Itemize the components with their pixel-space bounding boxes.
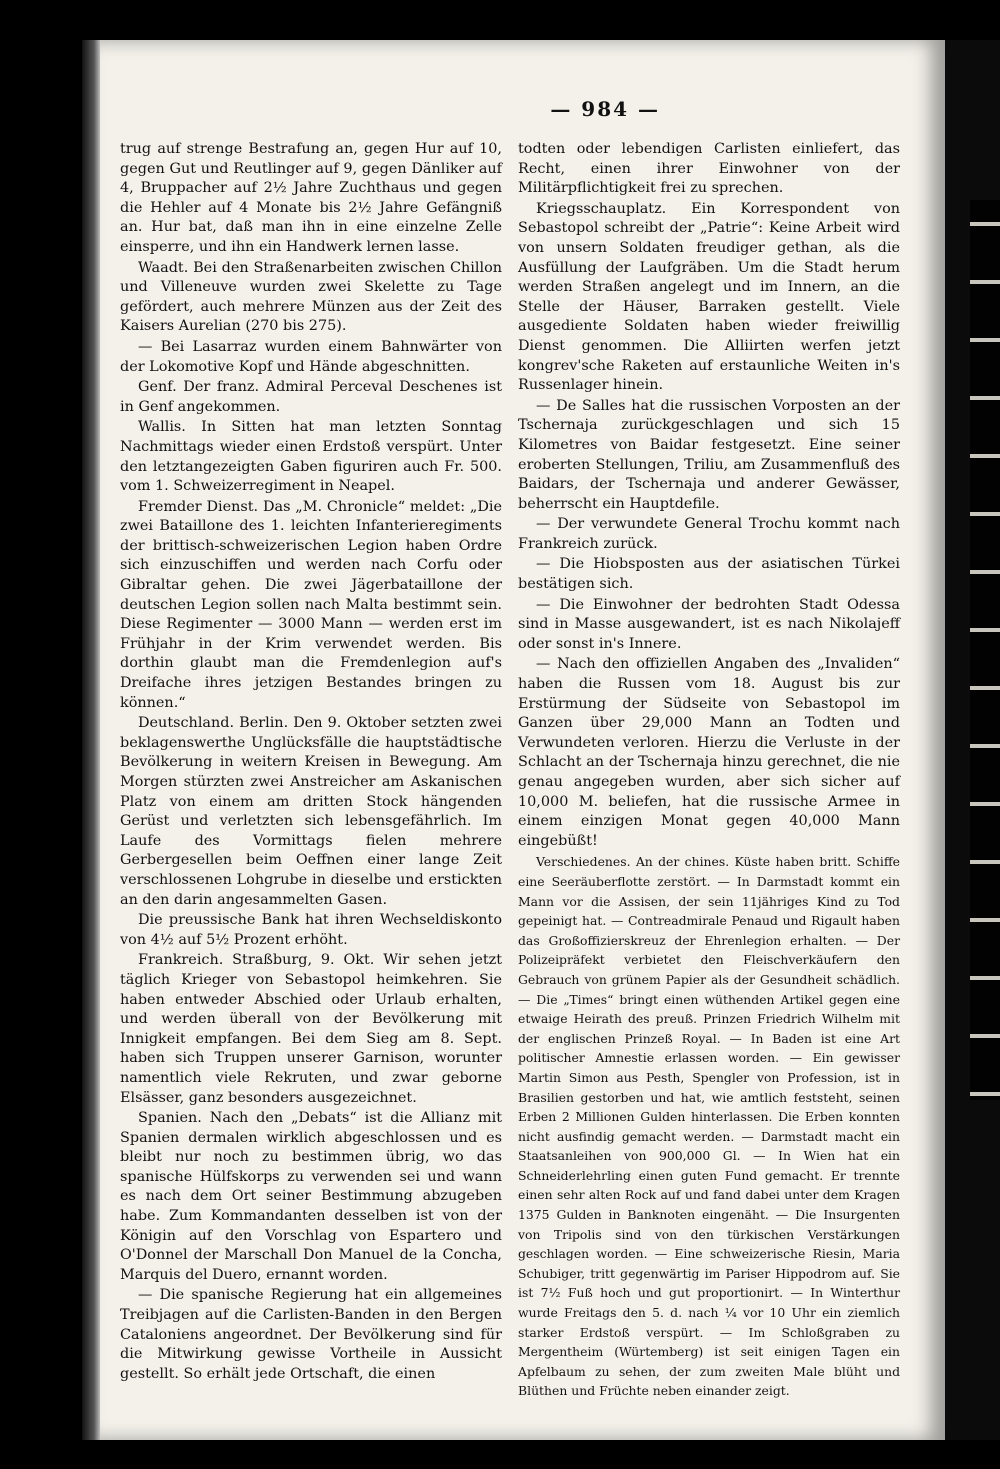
right-column [518, 140, 900, 1402]
newspaper-page [100, 40, 945, 1440]
paragraph: Deutschland. Berlin. Den 9. Oktober setzten zwei beklagenswerthe Unglücksfälle die hauptstädtische Bevölkerung in weitern Kreisen in Bewegung. Am Morgen stürzten zwei Anstreicher am Askanischen Platz von einem am dritten Stock hängenden Gerüst und verletzten sich lebensgefährlich. Im Laufe des Vormittags fielen mehrere Gerbergesellen beim Oeffnen einer lange Zeit verschlossenen Lohgrube in dieselbe und erstickten an den darin angesammelten Gasen. [120, 715, 502, 908]
paragraph: — Bei Lasarraz wurden einem Bahnwärter von der Lokomotive Kopf und Hände abgeschnitten. [120, 338, 502, 375]
miscellaneous-news: Verschiedenes. An der chines. Küste haben britt. Schiffe eine Seeräuberflotte zerstört. — In Darmstadt kommt ein Mann vor die Assisen, der sein 11jähriges Kind zu Tod gepeinigt hat. — Contreadmirale Penaud und Rigault haben das Großoffizierskreuz der Ehrenlegion erhalten. — Der Polizeipräfekt verbietet den Fleischverkäufern den Gebrauch von grünem Papier als der Gesundheit schädlich. — Die „Times“ bringt einen wüthenden Artikel gegen eine etwaige Heirath des preuß. Prinzen Friedrich Wilhelm mit der englischen Prinzeß Royal. — In Baden ist eine Art politischer Amnestie erlassen worden. — Ein gewisser Martin Simon aus Pesth, Spengler von Profession, ist in Brasilien gestorben und hat, wie amtlich feststeht, seinen Erben 2 Millionen Gulden hinterlassen. Die Erben konnten nicht ausfindig gemacht werden. — Darmstadt macht ein Staatsanleihen von 900,000 Gl. — In Wien hat ein Schneiderlehrling einen guten Fund gemacht. Er trennte einen sehr alten Rock auf und fand dabei unter dem Kragen 1375 Gulden in Banknoten eingenäht. — Die Insurgenten von Tripolis sind von den türkischen Verstärkungen geschlagen worden. — Eine schweizerische Riesin, Maria Schubiger, tritt gegenwärtig im Pariser Hippodrom auf. Sie ist 7½ Fuß hoch und gut proportionirt. — In Winterthur wurde Freitags den 5. d. nach ¼ vor 10 Uhr ein ziemlich starker Erdstoß verspürt. — Im Schloßgraben zu Mergentheim (Würtemberg) ist seit einigen Tagen ein Apfelbaum zu sehen, der zum zweiten Male blüht und Blüthen und Früchte neben einander zeigt. [518, 854, 900, 1399]
paragraph: — De Salles hat die russischen Vorposten an der Tschernaja zurückgeschlagen und sich 15 Kilometres von Baidar festgesetzt. Eine seiner eroberten Stellungen, Triliu, am Zusammenfluß des Baidars, der Tschernaja und anderer Gewässer, beherrscht ein Hauptdefile. [518, 397, 900, 512]
paragraph: — Die Einwohner der bedrohten Stadt Odessa sind in Masse ausgewandert, ist es nach Nikolajeff oder sonst in's Innere. [518, 596, 900, 652]
paragraph: — Nach den offiziellen Angaben des „Invaliden“ haben die Russen vom 18. August bis zur Erstürmung der Südseite von Sebastopol im Ganzen über 29,000 Mann an Todten und Verwundeten verloren. Hierzu die Verluste in der Schlacht an der Tschernaja hinzu gerechnet, die nie genau angegeben wurden, aber sich sicher auf 10,000 M. beliefen, hat die russische Armee in einem einzigen Monat gegen 40,000 Mann eingebüßt! [518, 656, 900, 849]
paragraph: Spanien. Nach den „Debats“ ist die Allianz mit Spanien dermalen wirklich abgeschlossen und es bleibt nur noch zu bestimmen übrig, wo das spanische Hülfskorps zu verwenden sei und wann es nach dem Ort seiner Bestimmung abzugeben habe. Zum Kommandanten desselben ist von der Königin auf den Vorschlag von Espartero und O'Donnel der Marschall Don Manuel de la Concha, Marquis del Duero, ernannt worden. [120, 1110, 502, 1283]
paragraph: Kriegsschauplatz. Ein Korrespondent von Sebastopol schreibt der „Patrie“: Keine Arbeit wird von unsern Soldaten freudiger gethan, als die Ausfüllung der Laufgräben. Um die Stadt herum werden Straßen angelegt und im Innern, an die Stelle der Häuser, Barraken gestellt. Viele ausgediente Soldaten haben wieder freiwillig Dienst genommen. Die Alliirten werfen jetzt kongrev'sche Raketen auf erstaunliche Weiten in's Russenlager hinein. [518, 200, 900, 394]
paragraph: Waadt. Bei den Straßenarbeiten zwischen Chillon und Villeneuve wurden zwei Skelette zu Tage gefördert, auch mehrere Münzen aus der Zeit des Kaisers Aurelian (270 bis 275). [120, 259, 502, 335]
paragraph: trug auf strenge Bestrafung an, gegen Hur auf 10, gegen Gut und Reutlinger auf 9, gegen Dänliker auf 4, Bruppacher auf 2½ Jahre Zuchthaus und gegen die Hehler auf 4 Monate bis 2½ Jahre Gefängniß an. Hur bat, daß man ihn in eine einzelne Zelle einsperre, und ihn ein Handwerk lernen lasse. [120, 141, 502, 255]
paragraph: Wallis. In Sitten hat man letzten Sonntag Nachmittags wieder einen Erdstoß verspürt. Unter den letztangezeigten Gaben figuriren auch Fr. 500. vom 1. Schweizerregiment in Neapel. [120, 419, 502, 495]
paragraph: — Die Hiobsposten aus der asiatischen Türkei bestätigen sich. [518, 556, 900, 593]
page-number: — 984 — [550, 97, 660, 121]
adjacent-page-edge [970, 200, 1000, 1100]
paragraph: — Der verwundete General Trochu kommt nach Frankreich zurück. [518, 516, 900, 552]
paragraph: Fremder Dienst. Das „M. Chronicle“ meldet: „Die zwei Bataillone des 1. leichten Infanterieregiments der brittisch-schweizerischen Legion haben Ordre sich einzuschiffen und werden nach Corfu oder Gibraltar gehen. Die zwei Jägerbataillone der deutschen Legion sollen nach Malta bestimmt sein. Diese Regimenter — 3000 Mann — werden erst im Frühjahr in der Krim verwendet werden. Bis dorthin glaubt man die Fremdenlegion auf's Dreifache ihres jetzigen Bestandes bringen zu können.“ [120, 498, 502, 711]
left-column [120, 140, 502, 1385]
paragraph: Genf. Der franz. Admiral Perceval Deschenes ist in Genf angekommen. [120, 379, 502, 415]
paragraph: Die preussische Bank hat ihren Wechseldiskonto von 4½ auf 5½ Prozent erhöht. [120, 912, 502, 948]
paragraph: Frankreich. Straßburg, 9. Okt. Wir sehen jetzt täglich Krieger von Sebastopol heimkehren. Sie haben entweder Abschied oder Urlaub erhalten, und werden überall von der Bevölkerung mit Innigkeit empfangen. Bei dem Sieg am 8. Sept. haben sich Truppen unserer Garnison, worunter namentlich viele Rekruten, und zwar geborne Elsässer, ganz besonders ausgezeichnet. [120, 952, 502, 1106]
paragraph: — Die spanische Regierung hat ein allgemeines Treibjagen auf die Carlisten-Banden in den Bergen Cataloniens angeordnet. Der Bevölkerung sind für die Mitwirkung gewisse Vortheile in Aussicht gestellt. So erhält jede Ortschaft, die einen [120, 1287, 502, 1382]
paragraph: todten oder lebendigen Carlisten einliefert, das Recht, einen ihrer Einwohner von der Militärpflichtigkeit frei zu sprechen. [518, 141, 900, 197]
page-binding [82, 40, 102, 1440]
